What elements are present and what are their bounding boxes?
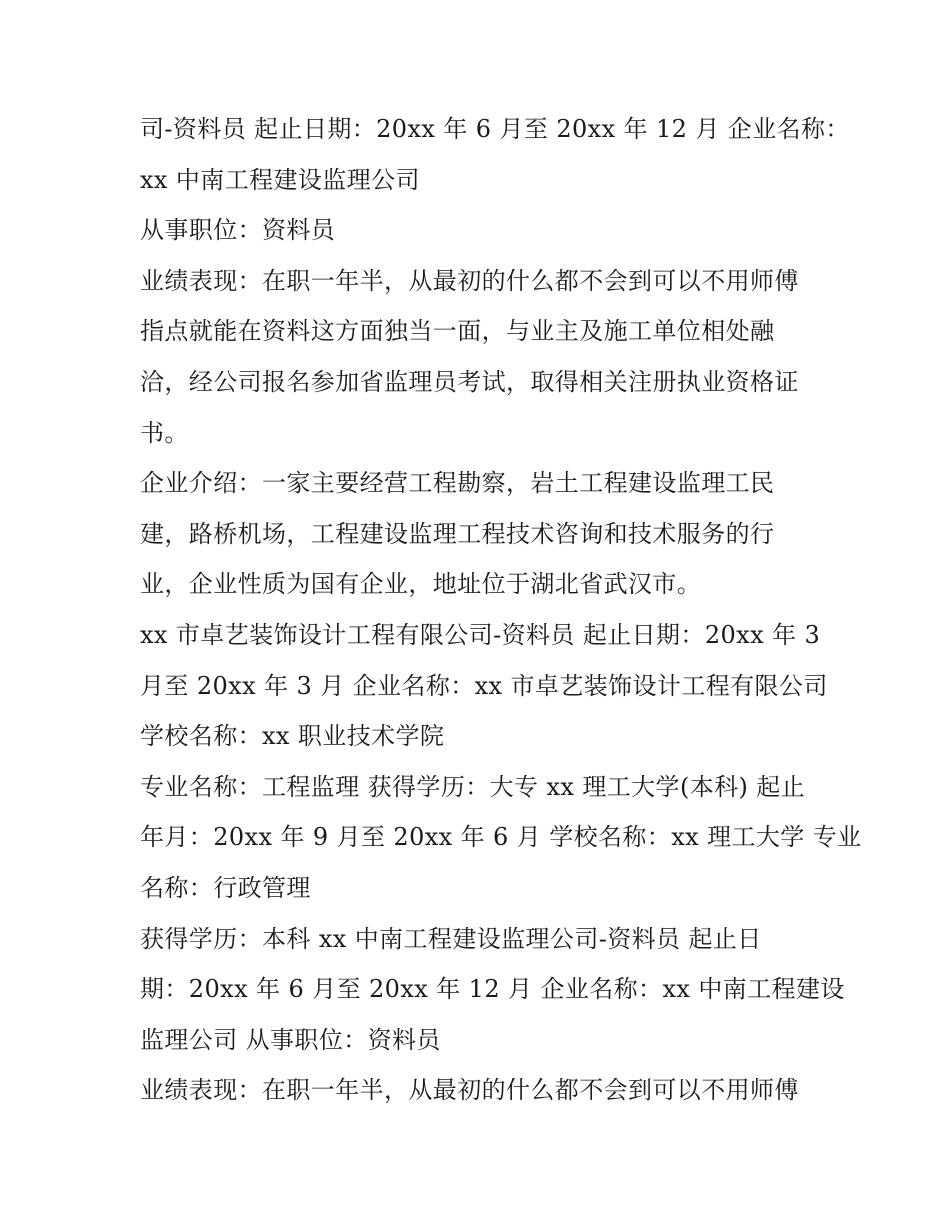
- text-line: 业绩表现：在职一年半，从最初的什么都不会到可以不用师傅: [140, 266, 799, 295]
- text-line: 建，路桥机场，工程建设监理工程技术咨询和技术服务的行: [140, 519, 775, 548]
- text-line: 监理公司 从事职位：资料员: [140, 1025, 441, 1054]
- text-line: 业绩表现：在职一年半，从最初的什么都不会到可以不用师傅: [140, 1076, 799, 1105]
- text-line: 学校名称：xx 职业技术学院: [140, 722, 445, 751]
- text-line: 从事职位：资料员: [140, 216, 336, 245]
- text-line: 指点就能在资料这方面独当一面，与业主及施工单位相处融: [140, 317, 775, 346]
- text-line: xx 中南工程建设监理公司: [140, 165, 420, 194]
- resume-text-block: [140, 104, 862, 1116]
- text-line: 书。: [140, 418, 189, 447]
- text-line: 月至 20xx 年 3 月 企业名称：xx 市卓艺装饰设计工程有限公司: [140, 671, 828, 700]
- text-line: 业，企业性质为国有企业，地址位于湖北省武汉市。: [140, 570, 702, 599]
- text-line: 获得学历：本科 xx 中南工程建设监理公司-资料员 起止日: [140, 924, 762, 953]
- text-line: 司-资料员 起止日期：20xx 年 6 月至 20xx 年 12 月 企业名称：: [140, 115, 850, 143]
- text-line: 名称：行政管理: [140, 873, 311, 902]
- text-line: 年月：20xx 年 9 月至 20xx 年 6 月 学校名称：xx 理工大学 专业: [140, 823, 862, 852]
- text-line: 企业介绍：一家主要经营工程勘察，岩土工程建设监理工民: [140, 469, 775, 498]
- text-line: 洽，经公司报名参加省监理员考试，取得相关注册执业资格证: [140, 367, 799, 396]
- text-line: 专业名称：工程监理 获得学历：大专 xx 理工大学(本科) 起止: [140, 772, 806, 801]
- text-line: xx 市卓艺装饰设计工程有限公司-资料员 起止日期：20xx 年 3: [140, 620, 821, 649]
- text-line: 期：20xx 年 6 月至 20xx 年 12 月 企业名称：xx 中南工程建设: [140, 975, 845, 1004]
